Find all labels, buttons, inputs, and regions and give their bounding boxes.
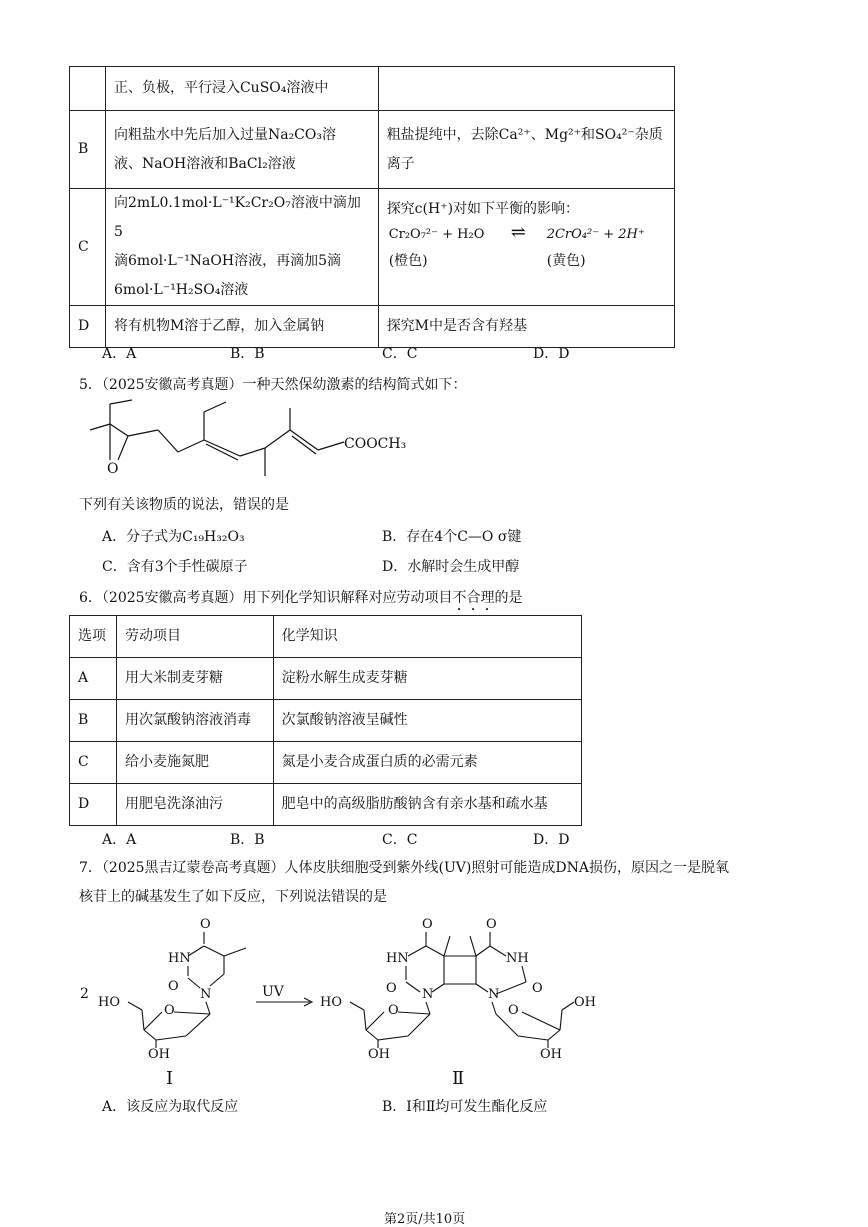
page-footer: 第2页/共10页 — [384, 1212, 466, 1227]
row-key: B — [70, 111, 106, 189]
row-purpose: 探究M中是否含有羟基 — [378, 306, 674, 348]
q5-option-d[interactable]: D．水解时会生成甲醇 — [382, 559, 520, 575]
atom-label: O — [200, 917, 211, 932]
q5-stem: 5．（2025安徽高考真题）一种天然保幼激素的结构简式如下： — [79, 377, 467, 393]
row-key: D — [70, 784, 117, 826]
purpose-line: 探究c(H⁺)对如下平衡的影响： — [386, 201, 580, 217]
table-row — [70, 111, 675, 189]
atom-label: O — [164, 1003, 175, 1018]
header-labor-project: 劳动项目 — [116, 616, 273, 658]
operation-line: 6mol·L⁻¹H₂SO₄溶液 — [113, 282, 249, 298]
label-I: Ⅰ — [166, 1068, 174, 1089]
q6-stem — [79, 587, 523, 614]
table-row — [70, 700, 582, 742]
q7-stem-line1: 7．（2025黑吉辽蒙卷高考真题）人体皮肤细胞受到紫外线(UV)照射可能造成DNA损伤，原因之一是脱氧 — [79, 860, 729, 876]
q5-option-c[interactable]: C．含有3个手性碳原子 — [102, 559, 248, 575]
row-knowledge: 次氯酸钠溶液呈碱性 — [273, 700, 581, 742]
choice-c[interactable]: C．C — [382, 346, 418, 362]
ester-group-label: COOCH₃ — [344, 436, 407, 452]
q5-option-b[interactable]: B．存在4个C—O σ键 — [382, 529, 522, 545]
operation-line: 向粗盐水中先后加入过量Na₂CO₃溶 — [113, 126, 336, 143]
table-row — [70, 189, 675, 306]
row-purpose — [378, 111, 674, 189]
atom-label: NH — [506, 951, 529, 966]
atom-label: HN — [168, 951, 191, 966]
equilibrium-arrow: ⇌ — [510, 222, 526, 243]
table-row — [70, 742, 582, 784]
operation-line: 滴6mol·L⁻¹NaOH溶液，再滴加5滴 — [113, 253, 341, 269]
q7-option-b[interactable]: B．Ⅰ和Ⅱ均可发生酯化反应 — [382, 1099, 548, 1115]
atom-label: O — [508, 1003, 519, 1018]
atom-label: O — [486, 917, 497, 932]
row-key: D — [70, 306, 106, 348]
atom-label: HO — [98, 995, 120, 1010]
table-row — [70, 784, 582, 826]
header-chem-knowledge: 化学知识 — [273, 616, 581, 658]
atom-label: HN — [386, 951, 409, 966]
q5-option-a[interactable]: A．分子式为C₁₉H₃₂O₃ — [102, 529, 245, 545]
table-header-row — [70, 616, 582, 658]
atom-label: N — [488, 987, 500, 1002]
row-key: B — [70, 700, 117, 742]
row-key: A — [70, 658, 117, 700]
table-row — [70, 658, 582, 700]
choice-b[interactable]: B．B — [230, 346, 265, 362]
choice-b[interactable]: B．B — [230, 832, 265, 848]
q7-option-a[interactable]: A．该反应为取代反应 — [102, 1099, 239, 1115]
row-labor: 用次氯酸钠溶液消毒 — [116, 700, 273, 742]
operation-line: 液、NaOH溶液和BaCl₂溶液 — [113, 155, 296, 172]
q5-prompt: 下列有关该物质的说法，错误的是 — [79, 497, 289, 513]
coefficient-label: 2 — [80, 986, 89, 1002]
color-yellow: (黄色) — [546, 253, 586, 269]
row-operation: 将有机物M溶于乙醇，加入金属钠 — [105, 306, 378, 348]
atom-label: OH — [368, 1047, 390, 1062]
atom-label: O — [168, 979, 179, 994]
row-knowledge: 氮是小麦合成蛋白质的必需元素 — [273, 742, 581, 784]
atom-label: OH — [148, 1047, 170, 1062]
row-purpose — [378, 189, 674, 306]
choice-d[interactable]: D．D — [533, 832, 570, 848]
choice-a[interactable]: A．A — [102, 346, 137, 362]
q6-table — [69, 615, 582, 826]
q7-reaction-diagram — [78, 912, 618, 1092]
operation-line: 向2mL0.1mol·L⁻¹K₂Cr₂O₇溶液中滴加5 — [113, 195, 361, 240]
atom-label: O — [422, 917, 433, 932]
header-option: 选项 — [70, 616, 117, 658]
atom-label: N — [422, 987, 434, 1002]
choice-d[interactable]: D．D — [533, 346, 570, 362]
choice-a[interactable]: A．A — [102, 832, 137, 848]
row-labor: 用肥皂洗涤油污 — [116, 784, 273, 826]
equilibrium-right: 2CrO₄²⁻ + 2H⁺ — [546, 227, 645, 242]
atom-label: OH — [540, 1047, 562, 1062]
atom-label: N — [200, 987, 212, 1002]
color-orange: (橙色) — [388, 253, 428, 269]
row-operation — [105, 111, 378, 189]
atom-label: O — [388, 1003, 399, 1018]
q7-stem-line2: 核苷上的碱基发生了如下反应，下列说法错误的是 — [79, 889, 387, 905]
q5-structure-diagram — [80, 398, 410, 482]
equilibrium-left: Cr₂O₇²⁻ + H₂O — [388, 227, 485, 242]
q4-table — [69, 66, 675, 348]
atom-label: OH — [574, 995, 596, 1010]
purpose-line: 离子 — [386, 155, 415, 172]
q6-stem-before: 6．（2025安徽高考真题）用下列化学知识解释对应劳动项目 — [79, 590, 453, 606]
q6-stem-after: 的是 — [494, 590, 523, 606]
uv-label: UV — [262, 984, 284, 1000]
choice-c[interactable]: C．C — [382, 832, 418, 848]
row-key: C — [70, 189, 106, 306]
row-operation — [105, 189, 378, 306]
q6-stem-emphasis: 不合理 — [452, 590, 495, 606]
atom-label: O — [386, 981, 397, 996]
atom-label: O — [532, 981, 543, 996]
row-key — [70, 67, 106, 111]
epoxide-oxygen-label: O — [107, 461, 119, 477]
atom-label: HO — [320, 995, 342, 1010]
row-labor: 用大米制麦芽糖 — [116, 658, 273, 700]
purpose-line: 粗盐提纯中，去除Ca²⁺、Mg²⁺和SO₄²⁻杂质 — [386, 126, 663, 143]
label-II: Ⅱ — [452, 1068, 465, 1089]
row-knowledge: 淀粉水解生成麦芽糖 — [273, 658, 581, 700]
row-operation: 正、负极，平行浸入CuSO₄溶液中 — [105, 67, 378, 111]
table-row — [70, 306, 675, 348]
row-purpose — [378, 67, 674, 111]
row-labor: 给小麦施氮肥 — [116, 742, 273, 784]
row-knowledge: 肥皂中的高级脂肪酸钠含有亲水基和疏水基 — [273, 784, 581, 826]
table-row — [70, 67, 675, 111]
row-key: C — [70, 742, 117, 784]
